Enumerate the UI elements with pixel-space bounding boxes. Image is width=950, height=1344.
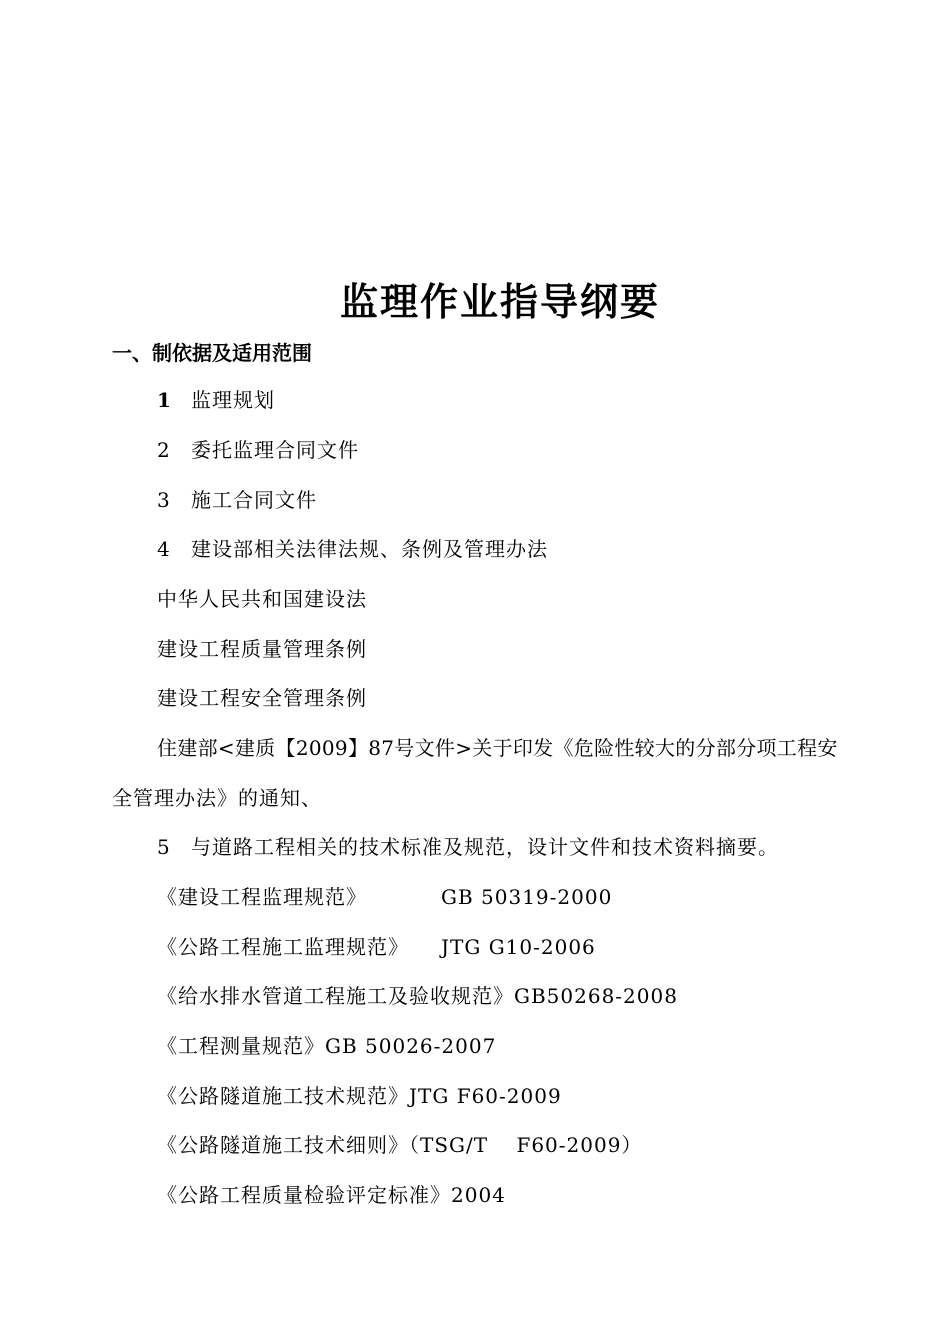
item-text: 施工合同文件 [191, 488, 317, 512]
standard-item [157, 1178, 506, 1212]
item-number: 2 [157, 438, 171, 462]
standard-name: 《工程测量规范》 [157, 1034, 325, 1058]
list-item [157, 830, 779, 864]
standard-item [157, 1128, 642, 1162]
list-item [157, 483, 317, 517]
item-number: 5 [157, 835, 171, 859]
standard-code: GB 50319-2000 [441, 885, 613, 909]
item-number: 1 [157, 388, 172, 412]
standard-item [157, 880, 612, 914]
standard-name: 《公路工程施工监理规范》 [157, 935, 409, 959]
notice-line-2: 全管理办法》的通知、 [112, 786, 322, 810]
item-number: 3 [157, 488, 171, 512]
page-title: 监理作业指导纲要 [339, 280, 660, 324]
list-item [157, 383, 275, 417]
standard-name: 《公路隧道施工技术规范》 [157, 1084, 409, 1108]
standard-item [157, 1079, 562, 1113]
standard-name: 《公路隧道施工技术细则》 [157, 1133, 409, 1157]
standard-code: JTG F60-2009 [409, 1084, 562, 1108]
standard-item [157, 979, 678, 1013]
standard-code: GB50268-2008 [514, 984, 678, 1008]
list-item [157, 532, 548, 566]
standard-item [157, 1029, 496, 1063]
law-item: 中华人民共和国建设法 [157, 587, 367, 611]
item-number: 4 [157, 537, 171, 561]
standard-code: （TSG/T F60-2009） [409, 1133, 643, 1157]
item-text: 委托监理合同文件 [191, 438, 359, 462]
standard-code: 2004 [451, 1183, 506, 1207]
standard-name: 《建设工程监理规范》 [157, 885, 367, 909]
law-item: 建设工程安全管理条例 [157, 686, 367, 710]
item-text: 与道路工程相关的技术标准及规范，设计文件和技术资料摘要。 [191, 835, 779, 859]
section-heading: 一、制依据及适用范围 [112, 341, 312, 365]
standard-name: 《公路工程质量检验评定标准》 [157, 1183, 451, 1207]
list-item [157, 433, 359, 467]
item-text: 监理规划 [191, 388, 275, 412]
law-item: 建设工程质量管理条例 [157, 637, 367, 661]
item-text: 建设部相关法律法规、条例及管理办法 [191, 537, 548, 561]
standard-name: 《给水排水管道工程施工及验收规范》 [157, 984, 514, 1008]
standard-item [157, 930, 596, 964]
standard-code: GB 50026-2007 [325, 1034, 497, 1058]
notice-line-1: 住建部<建质【2009】87号文件>关于印发《危险性较大的分部分项工程安 [157, 736, 838, 760]
standard-code: JTG G10-2006 [441, 935, 596, 959]
